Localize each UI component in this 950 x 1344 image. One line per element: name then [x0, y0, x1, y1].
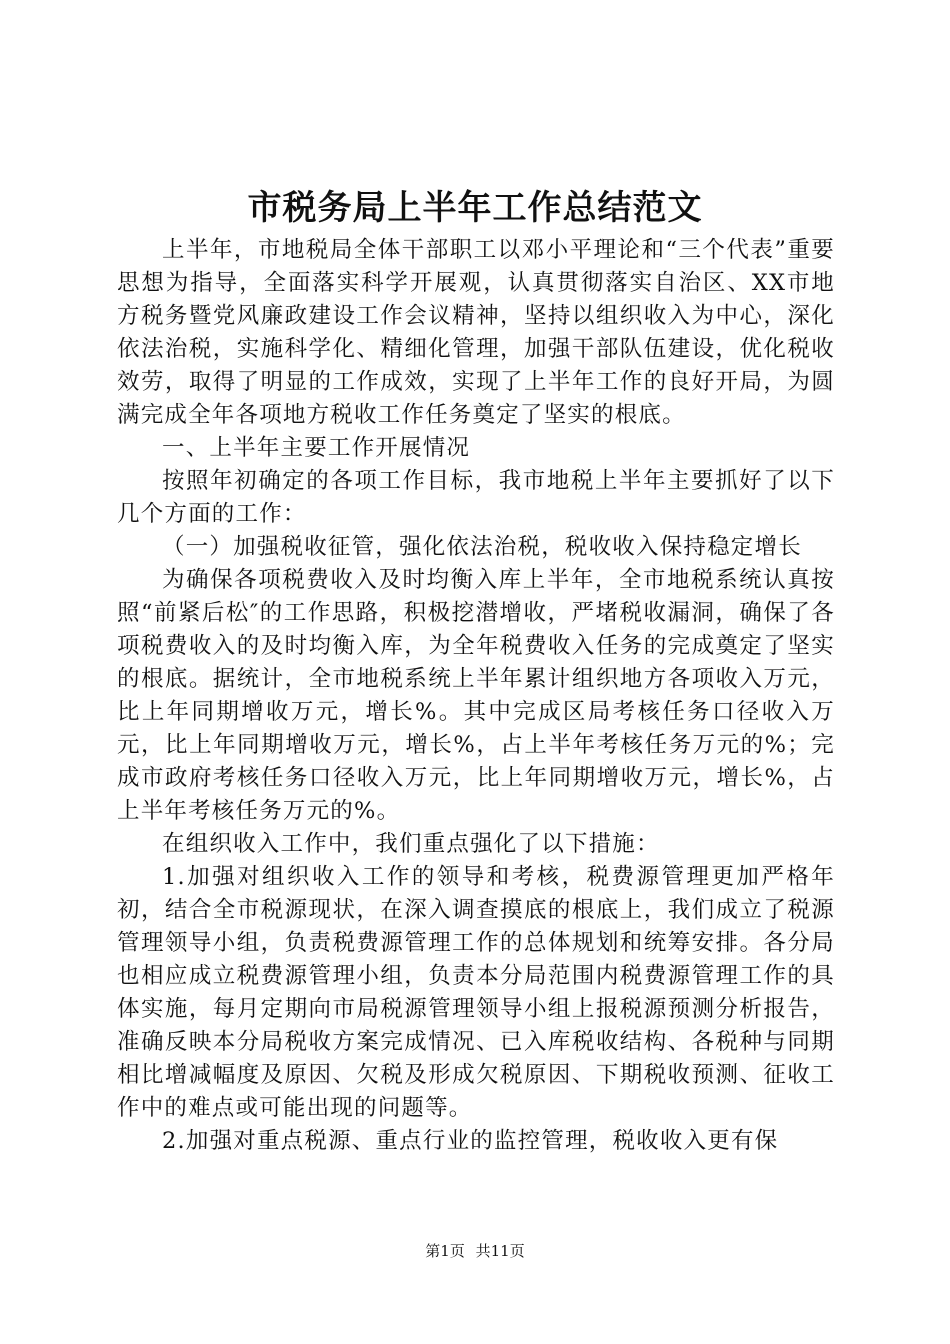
- paragraph-overview: 按照年初确定的各项工作目标，我市地税上半年主要抓好了以下几个方面的工作：: [117, 468, 835, 527]
- subsection-heading-1: （一）加强税收征管，强化依法治税，税收收入保持稳定增长: [162, 534, 802, 560]
- paragraph-measure-1: 1.加强对组织收入工作的领导和考核，税费源管理更加严格年初，结合全市税源现状，在深入调查摸底的根底上，我们成立了税源管理领导小组，负责税费源管理工作的总体规划和统筹安排。各分局也相应成立税费源管理小组，负责本分局范围内税费源管理工作的具体实施，每月定期向市局税源管理领导小组上报税源预测分析报告，准确反映本分局税收方案完成情况、已入库税收结构、各税种与同期相比增减幅度及原因、欠税及形成欠税原因、下期税收预测、征收工作中的难点或可能出现的问题等。: [117, 864, 835, 1121]
- page-number: 第1页: [425, 1242, 465, 1260]
- document-title: 市税务局上半年工作总结范文: [247, 188, 703, 228]
- paragraph-statistics: 为确保各项税费收入及时均衡入库上半年，全市地税系统认真按照“前紧后松″的工作思路，积极挖潜增收，严堵税收漏洞，确保了各项税费收入的及时均衡入库，为全年税费收入任务的完成奠定了坚实的根底。据统计，全市地税系统上半年累计组织地方各项收入万元，比上年同期增收万元，增长%。其中完成区局考核任务口径收入万元，比上年同期增收万元，增长%，占上半年考核任务万元的%；完成市政府考核任务口径收入万元，比上年同期增收万元，增长%，占上半年考核任务万元的%。: [117, 567, 835, 824]
- document-body: [117, 234, 835, 1158]
- paragraph-measures-intro: 在组织收入工作中，我们重点强化了以下措施：: [162, 831, 660, 857]
- page-total: 共11页: [475, 1242, 525, 1260]
- paragraph-intro: 上半年，市地税局全体干部职工以邓小平理论和“三个代表”重要思想为指导，全面落实科学开展观，认真贯彻落实自治区、XX市地方税务暨党风廉政建设工作会议精神，坚持以组织收入为中心，深化依法治税，实施科学化、精细化管理，加强干部队伍建设，优化税收效劳，取得了明显的工作成效，实现了上半年工作的良好开局，为圆满完成全年各项地方税收工作任务奠定了坚实的根底。: [117, 237, 835, 428]
- section-heading-1: 一、上半年主要工作开展情况: [162, 435, 471, 461]
- page-footer: [0, 1240, 950, 1262]
- paragraph-measure-2: 2.加强对重点税源、重点行业的监控管理，税收收入更有保: [162, 1128, 779, 1154]
